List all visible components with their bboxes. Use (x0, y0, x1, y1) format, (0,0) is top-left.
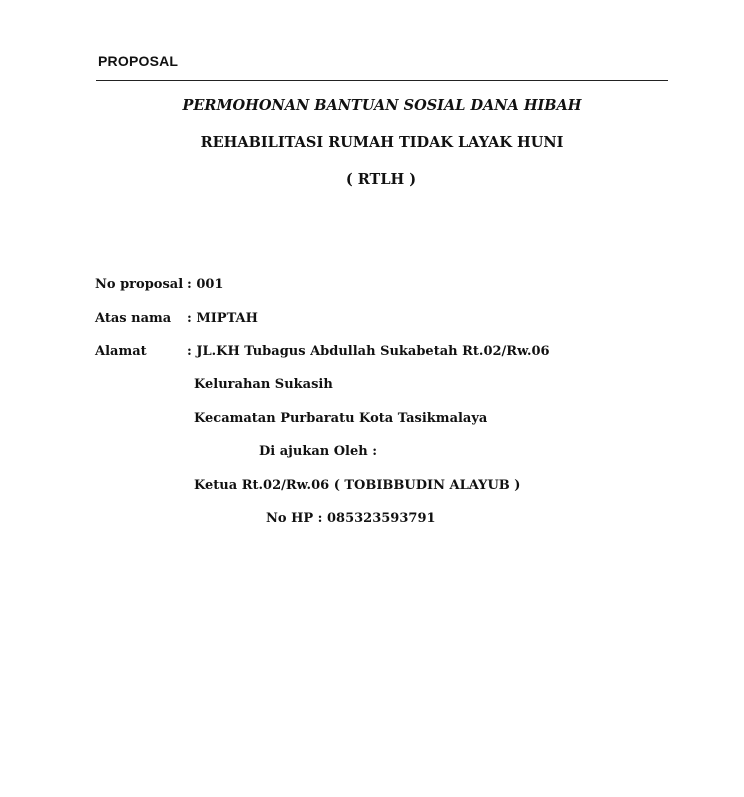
address-line-1: : JL.KH Tubagus Abdullah Sukabetah Rt.02/Rw.06 (187, 344, 550, 359)
proposal-number-value: : 001 (187, 277, 224, 292)
address-line-2: Kelurahan Sukasih (194, 377, 333, 392)
submitter-name: Ketua Rt.02/Rw.06 ( TOBIBBUDIN ALAYUB ) (194, 478, 521, 493)
name-value: : MIPTAH (187, 311, 258, 326)
proposal-number-label: No proposal (95, 277, 184, 292)
address-label: Alamat (95, 344, 147, 359)
title-line-2: REHABILITASI RUMAH TIDAK LAYAK HUNI (200, 134, 564, 151)
address-line-3: Kecamatan Purbaratu Kota Tasikmalaya (194, 411, 488, 426)
title-line-1: PERMOHONAN BANTUAN SOSIAL DANA HIBAH (182, 97, 582, 114)
title-line-3: ( RTLH ) (345, 171, 417, 188)
header-divider (96, 80, 668, 81)
submitted-by-label: Di ajukan Oleh : (259, 444, 378, 459)
submitter-phone: No HP : 085323593791 (266, 511, 436, 526)
name-label: Atas nama (95, 311, 172, 326)
document-header-label: PROPOSAL (98, 53, 179, 69)
